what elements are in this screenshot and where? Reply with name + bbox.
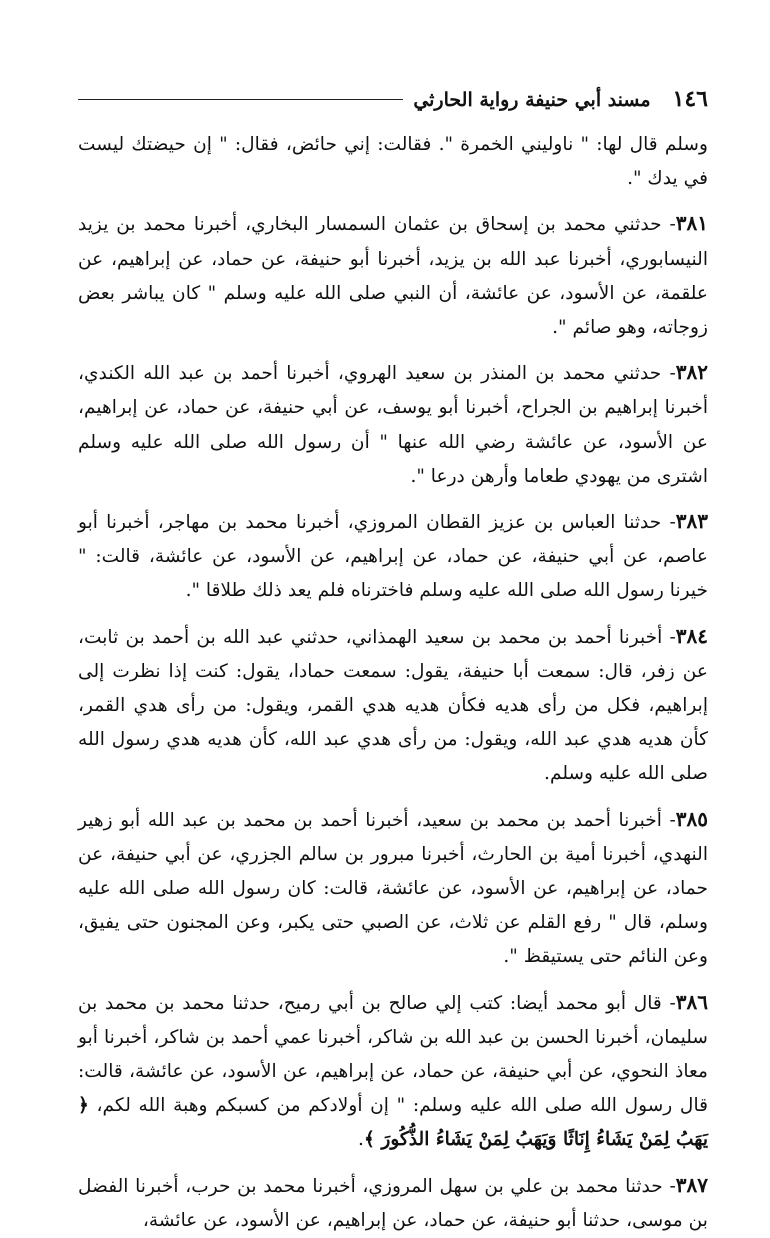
hadith-number: ٣٨٦	[675, 989, 708, 1014]
hadith-number: ٣٨٧	[675, 1172, 708, 1197]
page-number: ١٤٦	[672, 86, 708, 112]
hadith-number: ٣٨٥	[675, 806, 708, 831]
paragraph-text: - أخبرنا أحمد بن محمد بن سعيد الهمذاني، حدثني عبد الله بن أحمد بن ثابت، عن زفر، قال: سمعت أبا حنيفة، يقول: سمعت حمادا، يقول: كنت إذا نظرت إلى إبراهيم، فكل من رأى هديه فكأن هديه هدي القمر، ويقول: من رأى هدي القمر، كأن هديه هدي عبد الله، ويقول: من رأى هدي عبد الله، كأن هديه هدي رسول الله صلى الله عليه وسلم.	[78, 626, 708, 785]
hadith-number: ٣٨٣	[675, 509, 708, 534]
page-header	[78, 86, 708, 118]
running-title: مسند أبي حنيفة رواية الحارثي	[413, 89, 651, 111]
hadith-number: ٣٨٢	[675, 360, 708, 385]
paragraph-text: - قال أبو محمد أيضا: كتب إلي صالح بن أبي رميح، حدثنا محمد بن محمد بن سليمان، أخبرنا الحسن بن عبد الله بن شاكر، أخبرنا عمي أحمد بن شاكر، أخبرنا أبو معاذ النحوي، عن أبي حنيفة، عن حماد، عن إبراهيم، عن الأسود، عن عائشة، قالت: قال رسول الله صلى الله عليه وسلم: " إن أولادكم من كسبكم وهبة الله لكم،	[78, 992, 708, 1117]
hadith-383	[78, 504, 708, 609]
quran-verse: ﴿ يَهَبُ لِمَنْ يَشَاءُ إِنَاثًا وَيَهَبُ لِمَنْ يَشَاءُ الذُّكُورَ ﴾	[78, 1095, 708, 1151]
paragraph-text: - حدثنا العباس بن عزيز القطان المروزي، أخبرنا محمد بن مهاجر، أخبرنا أبو عاصم، عن أبي حنيفة، عن حماد، عن إبراهيم، عن الأسود، عن عائشة، قالت: " خيرنا رسول الله صلى الله عليه وسلم فاخترناه فلم يعد ذلك طلاقا ".	[78, 512, 709, 602]
hadith-381	[78, 206, 708, 345]
hadith-386	[78, 985, 708, 1158]
hadith-382	[78, 355, 708, 494]
paragraph-text: - حدثنا محمد بن علي بن سهل المروزي، أخبرنا محمد بن حرب، أخبرنا الفضل بن موسى، حدثنا أبو حنيفة، عن حماد، عن إبراهيم، عن الأسود، عن عائشة،	[78, 1175, 708, 1231]
paragraph-text: - حدثني محمد بن المنذر بن سعيد الهروي، أخبرنا أحمد بن عبد الله الكندي، أخبرنا إبراهيم بن الجراح، أخبرنا أبو يوسف، عن أبي حنيفة، عن حماد، عن إبراهيم، عن الأسود، عن عائشة رضي الله عنها " أن رسول الله صلى الله عليه وسلم اشترى من يهودي طعاما وأرهن درعا ".	[78, 363, 708, 487]
hadith-385	[78, 802, 708, 975]
hadith-number: ٣٨١	[675, 211, 708, 236]
paragraph-text: وسلم قال لها: " ناوليني الخمرة ". فقالت: إني حائض، فقال: " إن حيضتك ليست في يدك ".	[78, 134, 708, 190]
paragraph-continuation	[78, 128, 708, 196]
paragraph-text: - حدثني محمد بن إسحاق بن عثمان السمسار البخاري، أخبرنا محمد بن يزيد النيسابوري، أخبرنا عبد الله بن يزيد، أخبرنا أبو حنيفة، عن حماد، عن إبراهيم، عن علقمة، عن الأسود، عن عائشة، أن النبي صلى الله عليه وسلم " كان يباشر بعض زوجاته، وهو صائم ".	[78, 214, 708, 339]
paragraph-tail: .	[358, 1129, 364, 1151]
header-rule	[78, 99, 403, 100]
hadith-384	[78, 619, 708, 792]
paragraph-text: - أخبرنا أحمد بن محمد بن سعيد، أخبرنا أحمد بن محمد بن عبد الله أبو زهير النهدي، أخبرنا أمية بن الحارث، أخبرنا مبرور بن سالم الجزري، عن أبي حنيفة، عن حماد، عن إبراهيم، عن الأسود، عن عائشة، قالت: كان رسول الله صلى الله عليه وسلم، قال " رفع القلم عن ثلاث، عن الصبي حتى يكبر، وعن المجنون حتى يفيق، وعن النائم حتى يستيقظ ".	[78, 809, 708, 968]
hadith-number: ٣٨٤	[675, 623, 708, 648]
page-body	[78, 128, 708, 1238]
hadith-387	[78, 1168, 708, 1238]
